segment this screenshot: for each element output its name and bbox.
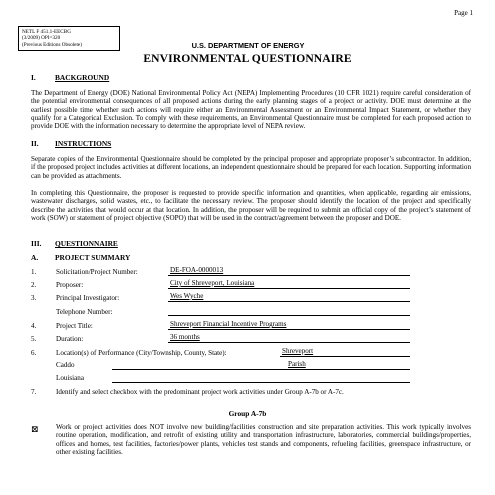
- item-label: Location(s) of Performance (City/Township, County, State):: [56, 349, 227, 357]
- item-number: 1.: [31, 268, 37, 276]
- page-number: Page 1: [454, 9, 473, 17]
- section-i-heading: [31, 73, 331, 83]
- section-number: III.: [31, 239, 42, 248]
- item-label: Principal Investigator:: [56, 294, 120, 302]
- item-solicitation: [31, 268, 171, 278]
- item-work-activities: [31, 388, 471, 398]
- section-title: BACKGROUND: [55, 73, 110, 82]
- section-iii-heading: [31, 239, 331, 249]
- county-field[interactable]: [112, 360, 410, 370]
- background-paragraph: The Department of Energy (DOE) National Environmental Policy Act (NEPA) Implementing Procedures (10 CFR 1021) require careful consideration of the potential environmental consequences of all proposed actions during the early planning stages of a project or activity. DOE must determine at the earliest possible time whether such actions will require either an Environmental Assessment or an Environmental Impact Statement, or whether they qualify for a Categorical Exclusion. To comply with these requirements, an Environmental Questionnaire must be completed for each proposed action to provide DOE with the information necessary to determine the appropriate level of NEPA review.: [31, 89, 471, 131]
- group-a7b-checkbox[interactable]: ⊠: [31, 424, 39, 434]
- item-number: 7.: [31, 388, 37, 396]
- group-a7b-description: Work or project activities does NOT involve new building/facilities construction and site preparation activities. This work typically involves routine operation, modification, and retrofit of existing utility and transportation infrastructure, laboratories, commercial buildings/properties, offices and homes, test facilities, factories/power plants, vehicles test stands and components, refueling facilities, greenspace infrastructure, or other existing facilities.: [56, 423, 471, 456]
- item-proposer: [31, 281, 171, 291]
- duration-field[interactable]: 36 months: [168, 333, 410, 343]
- proposer-field[interactable]: City of Shreveport, Louisiana: [168, 279, 410, 289]
- agency-name: U.S. DEPARTMENT OF ENERGY: [191, 41, 305, 50]
- item-label: Project Title:: [56, 322, 93, 330]
- county-value: Caddo: [56, 361, 75, 369]
- city-field[interactable]: Shreveport: [280, 347, 410, 357]
- item-location: [31, 349, 271, 359]
- section-ii-heading: [31, 139, 331, 149]
- solicitation-number-field[interactable]: DE-FOA-0000013: [168, 266, 410, 276]
- item-label: Identify and select checkbox with the predominant project work activities under Group A-7b or A-7c.: [56, 388, 344, 396]
- subsection-a-heading: [31, 253, 331, 263]
- section-title: INSTRUCTIONS: [55, 139, 112, 148]
- item-label: Solicitation/Project Number:: [56, 268, 138, 276]
- item-number: 5.: [31, 335, 37, 343]
- instructions-paragraph-2: In completing this Questionnaire, the proposer is requested to provide specific information and quantities, when applicable, regarding air emissions, wastewater discharges, solid wastes, etc., to facilitate the necessary review. The proposer should identify the location of the project and specifically describe the activities that would occur at that location. In addition, the proposer will be required to submit an official copy of the project’s statement of work (SOW) or statement of project objective (SOPO) that will be used in the contract/agreement between the proposer and DOE.: [31, 189, 471, 222]
- state-value: Louisiana: [56, 374, 84, 382]
- subsection-number: A.: [31, 253, 39, 262]
- instructions-paragraph-1: Separate copies of the Environmental Questionnaire should be completed by the principal proposer and appropriate proposer’s subcontractor. In addition, if the proposed project includes activities at different locations, an independent questionnaire should be prepared for each location. Supporting information can be provided as attachments.: [31, 155, 471, 180]
- item-project-title: [31, 322, 171, 332]
- group-a7b-heading: Group A-7b: [228, 409, 267, 418]
- form-number: NETL F 451.1-EECBG: [22, 29, 71, 35]
- telephone-field[interactable]: [168, 306, 410, 316]
- form-date: (3/2009) OPI=320: [22, 35, 61, 42]
- section-number: I.: [31, 73, 36, 82]
- item-number: 2.: [31, 281, 37, 289]
- principal-investigator-field[interactable]: Wes Wyche: [168, 292, 410, 302]
- item-number: 6.: [31, 349, 37, 357]
- project-title-field[interactable]: Shreveport Financial Incentive Programs: [168, 320, 410, 330]
- item-label: Proposer:: [56, 281, 84, 289]
- form-id-box: [18, 26, 120, 51]
- parish-label: Parish: [288, 360, 306, 368]
- item-duration: [31, 335, 171, 345]
- item-principal-investigator: [31, 294, 171, 304]
- subsection-title: PROJECT SUMMARY: [55, 253, 131, 262]
- section-number: II.: [31, 139, 39, 148]
- item-label: Duration:: [56, 335, 84, 343]
- form-note: (Previous Editions Obsolete): [22, 41, 82, 48]
- telephone-label: Telephone Number:: [56, 308, 113, 316]
- section-title: QUESTIONNAIRE: [55, 239, 118, 248]
- document-title: ENVIRONMENTAL QUESTIONNAIRE: [143, 52, 352, 65]
- item-number: 3.: [31, 294, 37, 302]
- item-number: 4.: [31, 322, 37, 330]
- state-field[interactable]: [112, 373, 410, 383]
